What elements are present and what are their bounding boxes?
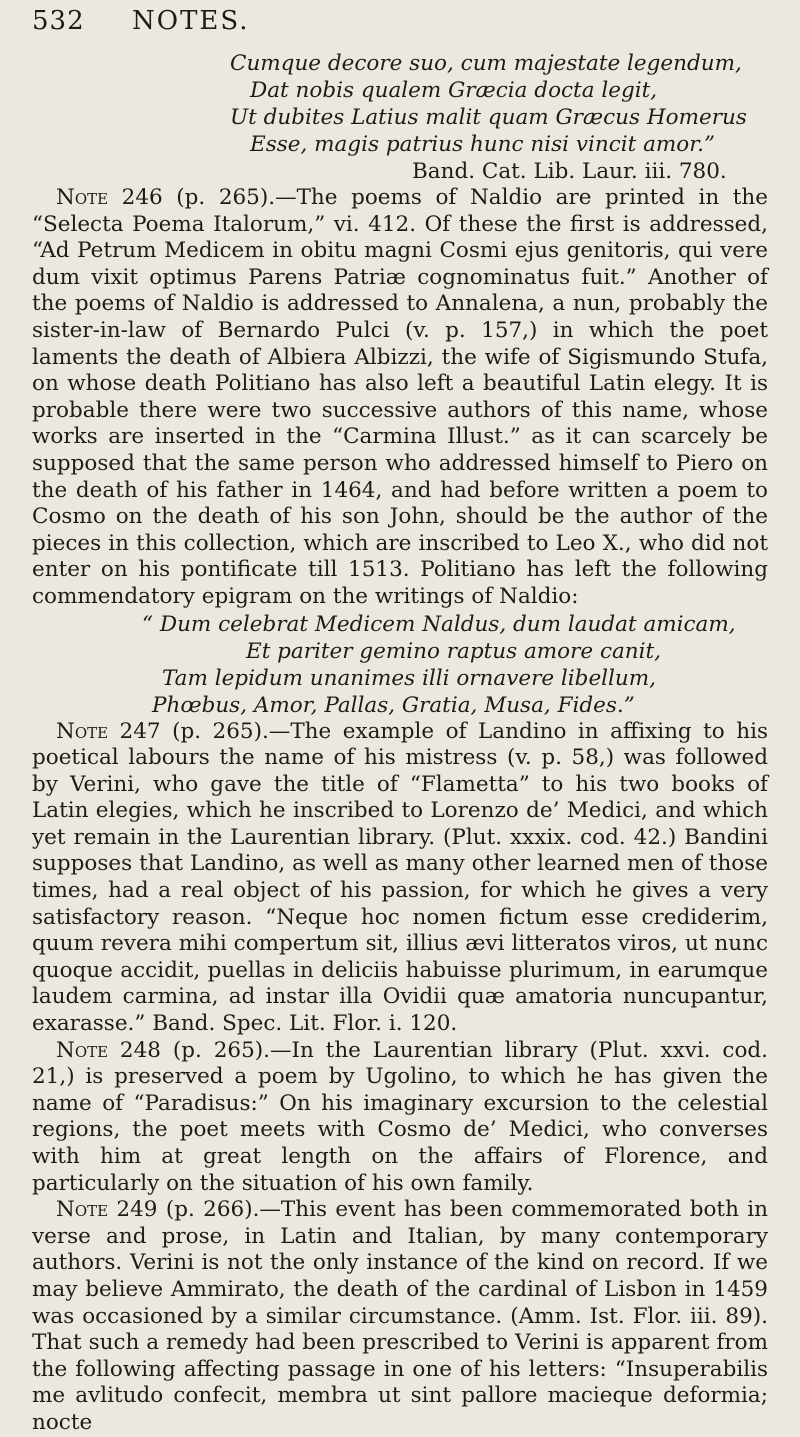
running-title: NOTES.	[132, 6, 250, 36]
verse-line: Dat nobis qualem Græcia docta legit,	[250, 78, 658, 103]
note-247-text: (p. 265).—The example of Landino in affixing to his poetical labours the name of his mistress (v. p. 58,) was followed by Verini, who gave the title of “Flametta” to his two books of Latin elegies, which he inscribed to Lorenzo de’ Medici, and which yet remain in the Laurentian library. (Plut. xxxix. cod. 42.) Bandini supposes that Landino, as well as many other learned men of those times, had a real object of his passion, for which he gives a very satisfactory reason. “Neque hoc nomen fictum esse crediderim, quum revera mihi compertum sit, illius ævi litteratos viros, ut nunc quoque accidit, puellas in deliciis habuisse plurimum, in earumque laudem carmina, ad instar illa Ovidii quæ amatoria nuncupantur, exarasse.” Band. Spec. Lit. Flor. i. 120.	[32, 718, 768, 1037]
verse-line: Esse, magis patrius hunc nisi vincit amor.”	[250, 132, 715, 157]
verse-quotation-2	[32, 611, 768, 719]
verse-line: Et pariter gemino raptus amore canit,	[246, 638, 662, 664]
verse-quotation-1	[32, 50, 768, 185]
note-246-heading: Note 246	[56, 185, 163, 210]
verse-line: “ Dum celebrat Medicem Naldus, dum laudat amicam,	[142, 611, 736, 637]
running-head	[32, 6, 768, 50]
note-246-text: (p. 265).—The poems of Naldio are printed in the “Selecta Poema Italorum,” vi. 412. Of these the first is addressed, “Ad Petrum Medicem in obitu magni Cosmi ejus genitoris, qui vere dum vixit optimus Parens Patriæ cognominatus fuit.” Another of the poems of Naldio is addressed to Annalena, a nun, probably the sister-in-law of Bernardo Pulci (v. p. 157,) in which the poet laments the death of Albiera Albizzi, the wife of Sigismundo Stufa, on whose death Politiano has also left a beautiful Latin elegy. It is probable there were two successive authors of this name, whose works are inserted in the “Carmina Illust.” as it can scarcely be supposed that the same person who addressed himself to Piero on the death of his father in 1464, and had before written a poem to Cosmo on the death of his son John, should be the author of the pieces in this collection, which are inscribed to Leo X., who did not enter on his pontificate till 1513. Politiano has left the following commendatory epigram on the writings of Naldio:	[32, 185, 769, 609]
note-247-heading: Note 247	[56, 718, 161, 744]
page-number: 532	[32, 6, 85, 36]
note-248	[32, 1038, 768, 1198]
note-249-heading: Note 249	[56, 1197, 158, 1223]
note-249	[32, 1197, 768, 1436]
verse-line: Ut dubites Latius malit quam Græcus Homerus	[230, 105, 747, 130]
verse-citation: Band. Cat. Lib. Laur. iii. 780.	[412, 159, 727, 184]
verse-line: Tam lepidum unanimes illi ornavere libellum,	[162, 665, 656, 691]
note-248-heading: Note 248	[56, 1037, 161, 1063]
verse-line: Cumque decore suo, cum majestate legendum,	[230, 51, 742, 76]
note-248-text: (p. 265).—In the Laurentian library (Plut. xxvi. cod. 21,) is preserved a poem by Ugolino, to which he has given the name of “Paradisus:” On his imaginary excursion to the celestial regions, the poet meets with Cosmo de’ Medici, who converses with him at great length on the affairs of Florence, and particularly on the situation of his own family.	[32, 1037, 769, 1196]
verse-line: Phœbus, Amor, Pallas, Gratia, Musa, Fides.”	[152, 692, 635, 718]
note-249-text: (p. 266).—This event has been commemorated both in verse and prose, in Latin and Italian, by many contemporary authors. Verini is not the only instance of the kind on record. If we may believe Ammirato, the death of the cardinal of Lisbon in 1459 was occasioned by a similar circumstance. (Amm. Ist. Flor. iii. 89). That such a remedy had been prescribed to Verini is apparent from the following affecting passage in one of his letters: “Insuperabilis me avlitudo confecit, membra ut sint pallore macieque deformia; nocte	[32, 1197, 768, 1435]
note-246	[32, 185, 768, 611]
note-247	[32, 719, 768, 1038]
